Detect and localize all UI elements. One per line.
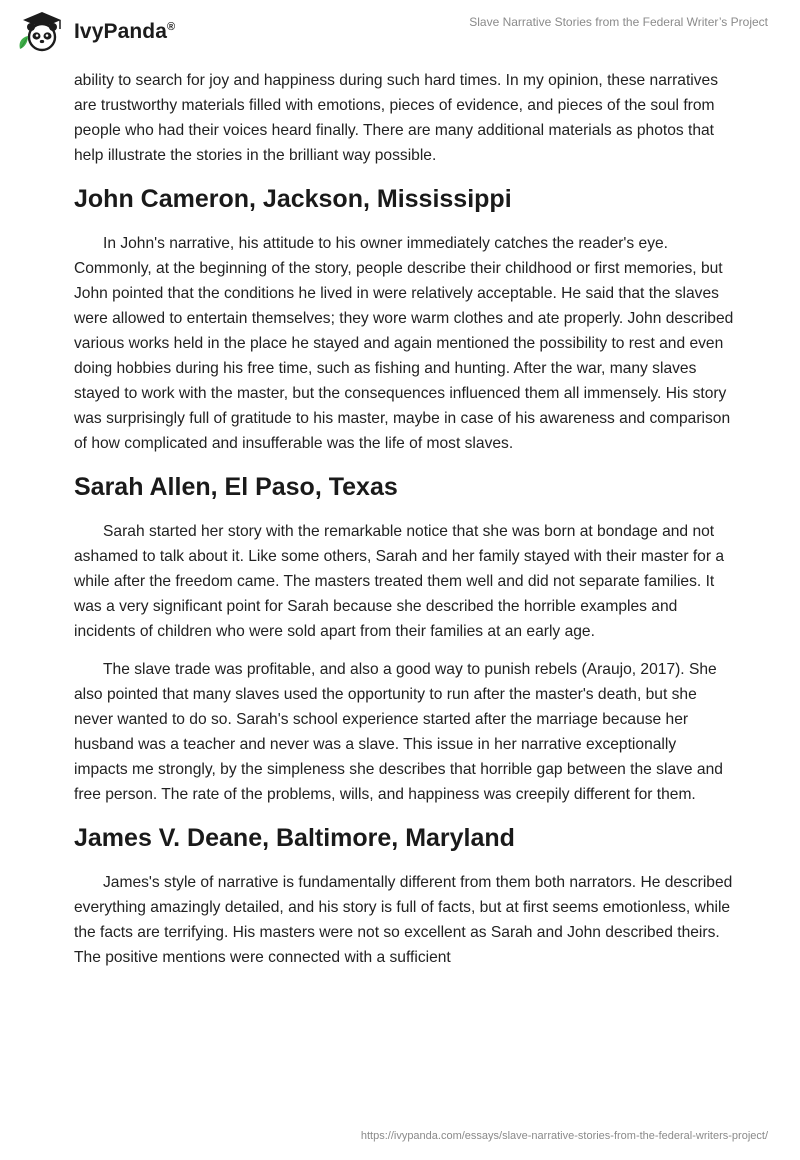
footer-source-url[interactable]: https://ivypanda.com/essays/slave-narrative-stories-from-the-federal-writers-project/ (360, 1130, 768, 1142)
james-deane-paragraph: James's style of narrative is fundamentally different from them both narrators. He described everything amazingly detailed, and his story is full of facts, but at first seems emotionless, while the facts are terrifying. His masters were not so excellent as Sarah and John described theirs. The positive mentions were connected with a sufficient (74, 874, 733, 966)
page-header (0, 0, 800, 64)
section-heading-john-cameron: John Cameron, Jackson, Mississippi (74, 185, 512, 213)
ivypanda-logo[interactable] (14, 9, 175, 55)
intro-paragraph: ability to search for joy and happiness during such hard times. In my opinion, these narratives are trustworthy materials filled with emotions, pieces of evidence, and pieces of the soul from people who had their voices heard finally. There are many additional materials as photos that help illustrate the stories in the brilliant way possible. (74, 72, 719, 164)
sarah-allen-paragraph-2: The slave trade was profitable, and also a good way to punish rebels (Araujo, 2017). She also pointed that many slaves used the opportunity to run after the master's death, but she never wanted to do so. Sarah's school experience started after the marriage because her husband was a teacher and never was a slave. This issue in her narrative exceptionally impacts me strongly, by the simpleness she describes that horrible gap between the slave and free person. The rate of the problems, wills, and happiness was creepily different for them. (74, 661, 723, 803)
section-heading-sarah-allen: Sarah Allen, El Paso, Texas (74, 473, 398, 501)
registered-mark: ® (167, 21, 176, 33)
brand-name: IvyPanda® (74, 20, 176, 43)
john-cameron-paragraph: In John's narrative, his attitude to his owner immediately catches the reader's eye. Commonly, at the beginning of the story, people describe their childhood or first memories, but John pointed that the conditions he lived in were relatively acceptable. He said that the slaves were allowed to entertain themselves; they wore warm clothes and ate properly. John described various works held in the place he stayed and again mentioned the possibility to rest and even doing hobbies during his free time, such as fishing and hunting. After the war, many slaves stayed to work with the master, but the consequences influenced them all immensely. His story was surprisingly full of gratitude to his master, maybe in case of his awareness and comparison of how complicated and insufferable was the life of most slaves. (74, 235, 734, 452)
running-title: Slave Narrative Stories from the Federal Writer’s Project (469, 15, 768, 29)
section-heading-james-deane: James V. Deane, Baltimore, Maryland (74, 824, 515, 852)
panda-graduate-icon (14, 9, 70, 55)
sarah-allen-paragraph-1: Sarah started her story with the remarkable notice that she was born at bondage and not ashamed to talk about it. Like some others, Sarah and her family stayed with their master for a while after the freedom came. The masters treated them well and did not separate families. It was a very significant point for Sarah because she described the horrible examples and incidents of children who were sold apart from their families at an early age. (74, 523, 725, 640)
essay-body (74, 68, 734, 983)
